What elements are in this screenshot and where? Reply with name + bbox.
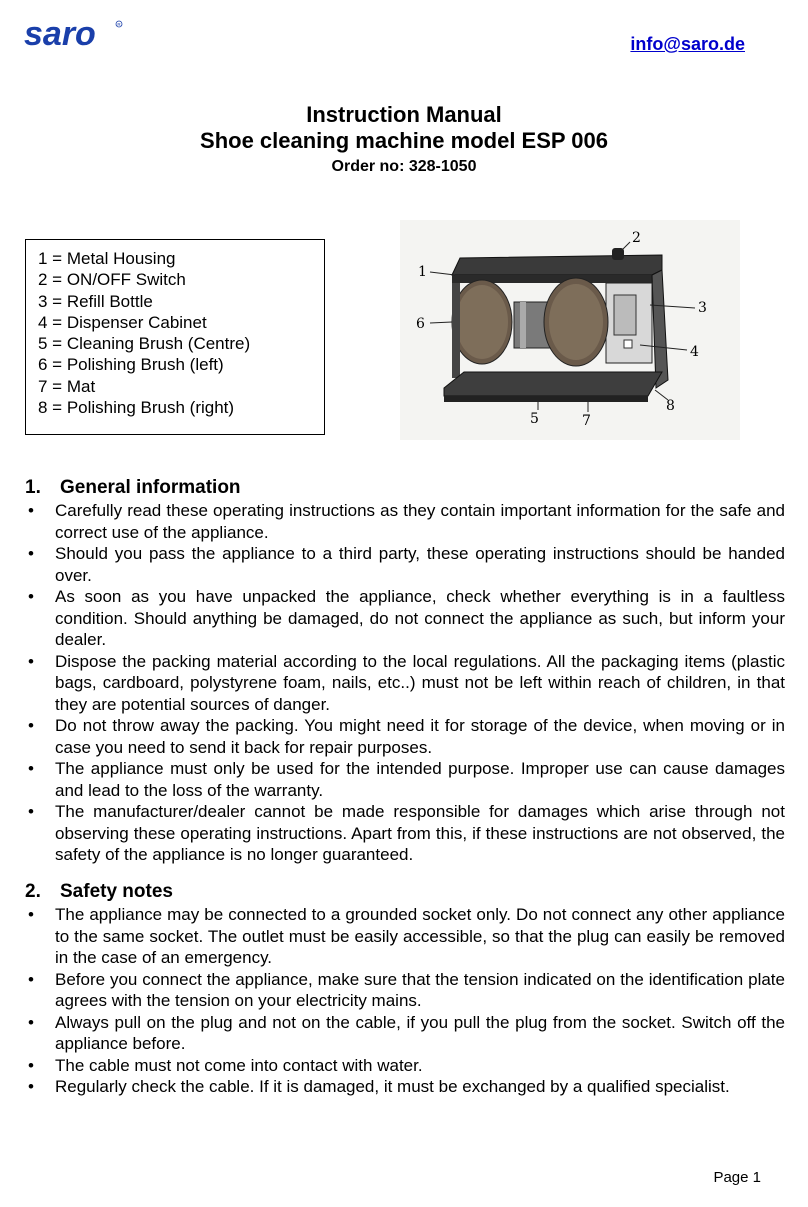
legend-item: 5 = Cleaning Brush (Centre)	[38, 334, 251, 354]
svg-text:R: R	[117, 22, 121, 27]
legend-item: 3 = Refill Bottle	[38, 291, 153, 311]
email-link[interactable]: info@saro.de	[630, 34, 745, 54]
legend-item: 8 = Polishing Brush (right)	[38, 398, 235, 418]
legend-item: 4 = Dispenser Cabinet	[38, 312, 207, 332]
list-item: • The cable must not come into contact with water.	[28, 1055, 423, 1075]
list-item: • As soon as you have unpacked the appliance, check whether everything is in a faultless condition. Should anything be damaged, do not connect the appliance as such, but inform your dealer.	[28, 587, 785, 649]
saro-logo	[24, 16, 124, 52]
legend-item: 1 = Metal Housing	[38, 249, 176, 268]
list-item: • Should you pass the appliance to a third party, these operating instructions should be handed over.	[28, 544, 785, 585]
order-number: Order no: 328-1050	[331, 158, 477, 175]
figure-label: 2	[632, 230, 641, 246]
list-item: • Dispose the packing material according to the local regulations. All the packaging items (plastic bags, cardboard, polystyrene foam, nails, etc..) must not be left within reach of children, in that they are potential sources of danger.	[28, 651, 785, 714]
figure-label: 3	[698, 300, 707, 316]
legend-item: 6 = Polishing Brush (left)	[38, 355, 224, 375]
list-item: • Regularly check the cable. If it is damaged, it must be exchanged by a qualified specialist.	[28, 1077, 730, 1096]
page-subtitle: Shoe cleaning machine model ESP 006	[200, 128, 608, 153]
parts-legend	[25, 239, 325, 435]
title-block	[0, 102, 808, 178]
list-item: • The appliance must only be used for the intended purpose. Improper use can cause damages and lead to the loss of the warranty.	[28, 759, 785, 800]
figure-label: 6	[416, 316, 425, 332]
figure-label: 1	[418, 264, 427, 280]
machine-illustration	[400, 220, 740, 440]
figure-label: 7	[582, 413, 591, 429]
list-item: • Carefully read these operating instructions as they contain important information for the safe and correct use of the appliance.	[28, 501, 785, 542]
legend-item: 7 = Mat	[38, 376, 96, 396]
list-item: • The appliance may be connected to a grounded socket only. Do not connect any other appliance to the same socket. The outlet must be easily accessible, so that the plug can easily be removed in the case of an emergency.	[28, 905, 785, 967]
list-item: • Before you connect the appliance, make sure that the tension indicated on the identification plate agrees with the tension on your electricity mains.	[28, 969, 785, 1010]
section-heading: 1. General information	[25, 477, 241, 498]
figure-label: 8	[666, 398, 675, 414]
section-heading: 2. Safety notes	[25, 881, 173, 902]
list-item: • Always pull on the plug and not on the cable, if you pull the plug from the socket. Switch off the appliance before.	[28, 1012, 785, 1053]
figure-label: 4	[690, 344, 699, 360]
list-item: • The manufacturer/dealer cannot be made responsible for damages which arise through not observing these operating instructions. Apart from this, if these instructions are not observed, the safety of the appliance is no longer guaranteed.	[28, 802, 785, 864]
legend-item: 2 = ON/OFF Switch	[38, 270, 186, 290]
svg-text:saro: saro	[24, 16, 96, 52]
section-general-information	[25, 476, 785, 866]
figure-label: 5	[530, 411, 539, 427]
page-number: Page 1	[713, 1169, 761, 1186]
list-item: • Do not throw away the packing. You might need it for storage of the device, when moving or in case you need to send it back for repair purposes.	[28, 716, 785, 757]
page-title: Instruction Manual	[306, 102, 502, 127]
section-safety-notes	[25, 880, 785, 1098]
